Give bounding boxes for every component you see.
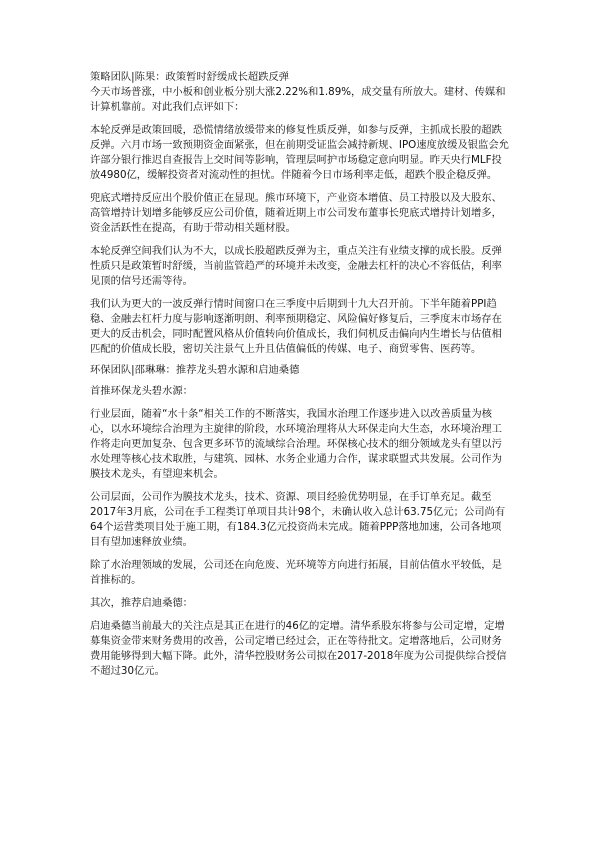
paragraph-industry: 行业层面，随着“水十条“相关工作的不断落实，我国水治理工作逐步进入以改善质量为核心，以水环境综合治理为主旋律的阶段，水环境治理将从大环保走向大生态，水环境治理工作将走向更加复杂、包含更多环节的流域综合治理。环保核心技术的细分领域龙头有望以污水处理等核心技术取胜，与建筑、园林、水务企业通力合作，谋求联盟式共发展。公司作为膜技术龙头，有望迎来机会。 [90,408,502,480]
document-body [90,70,510,679]
paragraph-qidisangde: 启迪桑德当前最大的关注点是其正在进行的46亿的定增。清华系股东将参与公司定增，定增募集资金带来财务费用的改善，公司定增已经过会，正在等待批文。定增落地后，公司财务费用能够得到大幅下降。此外，清华控股财务公司拟在2017-2018年度为公司提供综合授信不超过30亿元。 [90,620,507,677]
paragraph-shareholding: 兜底式增持反应出个股价值正在显现。熊市环境下，产业资本增值、员工持股以及大股东、高管增持计划增多能够反应公司价值，随着近期上市公司发布董事长兜底式增持计划增多，资金活跃性在提高，有助于带动相关题材股。 [90,192,502,234]
paragraph-expansion: 除了水治理领域的发展，公司还在向危废、光环境等方向进行拓展，目前估值水平较低，是首推标的。 [90,559,502,586]
paragraph-company: 公司层面，公司作为膜技术龙头，技术、资源、项目经验优势明显，在手订单充足。截至2017年3月底，公司在手工程类订单项目共计98个，未确认收入总计63.75亿元；公司尚有64个运营类项目处于施工期，有184.3亿元投资尚未完成。随着PPP落地加速，公司各地项目有望加速释放业绩。 [90,491,506,548]
market-summary: 今天市场普涨，中小板和创业板分别大涨2.22%和1.89%，成交量有所放大。建材、传媒和计算机靠前。对此我们点评如下： [90,86,506,113]
section-title-environment: 环保团队|邵琳琳：推荐龙头碧水源和启迪桑德 [90,364,300,376]
subheading-qidisangde: 其次，推荐启迪桑德： [90,597,193,609]
section-title-strategy: 策略团队|陈果：政策暂时舒缓成长超跌反弹 [90,71,290,83]
paragraph-rebound-space: 本轮反弹空间我们认为不大，以成长股超跌反弹为主，重点关注有业绩支撑的成长股。反弹性质只是政策暂时舒缓，当前监管趋严的环境并未改变，金融去杠杆的决心不容低估，利率见顶的信号还需等待。 [90,245,502,287]
subheading-bishuiyuan: 首推环保龙头碧水源： [90,385,193,397]
paragraph-rebound-nature: 本轮反弹是政策回暖，恐慌情绪放缓带来的修复性质反弹，如参与反弹，主抓成长股的超跌反弹。六月市场一致预期资金面紧张，但在前期受证监会减持新规、IPO速度放缓及银监会允许部分银行推迟自查报告上交时间等影响，管理层呵护市场稳定意向明显。昨天央行MLF投放4980亿，缓解投资者对流动性的担忧。伴随着今日市场利率走低，超跌个股企稳反弹。 [90,124,509,181]
paragraph-outlook: 我们认为更大的一波反弹行情时间窗口在三季度中后期到十九大召开前。下半年随着PPI趋稳、金融去杠杆力度与影响逐渐明朗、利率预期稳定、风险偏好修复后，三季度末市场存在更大的反击机会，同时配置风格从价值转向价值成长，我们伺机反击偏向内生增长与估值相匹配的价值成长股，密切关注景气上升且估值偏低的传媒、电子、商贸零售、医药等。 [90,298,502,355]
